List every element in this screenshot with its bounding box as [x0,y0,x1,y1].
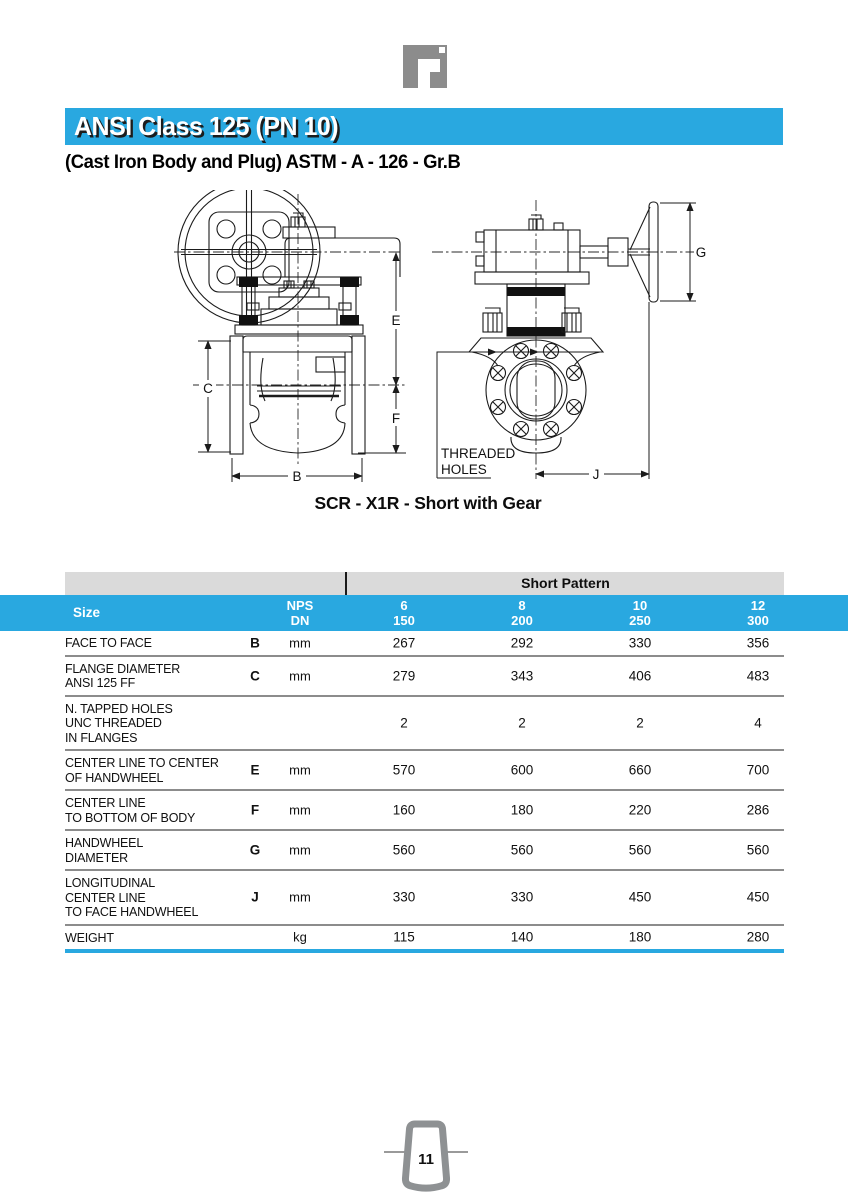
table-row [65,791,784,831]
table-row [65,926,784,954]
row-value: 560 [392,842,416,858]
row-label: HANDWHEEL DIAMETER [65,836,144,865]
row-unit: mm [289,668,311,683]
row-unit: mm [289,889,311,905]
row-value: 600 [510,762,534,778]
row-value: 4 [754,715,762,731]
row-value: 279 [392,668,416,683]
row-dim-letter: B [250,635,260,651]
row-unit: kg [293,929,307,945]
side-view-drawing [174,190,406,484]
page-subtitle: (Cast Iron Body and Plug) ASTM - A - 126 - Gr.B [65,152,461,173]
table-rows [65,631,784,953]
dim-label-j: J [592,467,600,482]
dim-label-e: E [391,313,401,328]
row-value: 220 [628,802,652,818]
row-value: 356 [746,635,770,651]
row-value: 560 [628,842,652,858]
row-label: LONGITUDINAL CENTER LINE TO FACE HANDWHEEL [65,876,199,919]
page-title: ANSI Class 125 (PN 10) [74,111,339,141]
row-value: 560 [746,842,770,858]
row-label: WEIGHT [65,930,114,945]
column-header: 8 200 [511,598,533,628]
dim-label-f: F [391,411,401,426]
gearbox-end [475,215,589,284]
row-value: 330 [392,889,416,905]
row-value: 450 [628,889,652,905]
row-value: 180 [628,929,652,945]
row-value: 343 [510,668,534,683]
table-row [65,631,784,657]
dim-label-b: B [292,469,302,484]
row-label: CENTER LINE TO BOTTOM OF BODY [65,796,196,825]
row-value: 330 [628,635,652,651]
table-row [65,751,784,791]
row-label: FLANGE DIAMETER ANSI 125 FF [65,661,181,690]
row-dim-letter: F [250,802,260,818]
row-value: 330 [510,889,534,905]
row-value: 560 [510,842,534,858]
valve-body-side [230,336,365,454]
size-header: Size [73,605,101,620]
row-value: 140 [510,929,534,945]
column-header: 12 300 [747,598,769,628]
row-value: 280 [746,929,770,945]
threaded-holes-label-2: HOLES [441,462,487,477]
row-label: N. TAPPED HOLES UNC THREADED IN FLANGES [65,701,173,745]
table-header-row [0,595,848,631]
row-value: 2 [518,715,526,731]
column-header: 10 250 [629,598,651,628]
table-row [65,831,784,871]
yoke-side [235,277,363,334]
group-header: Short Pattern [521,575,610,591]
row-value: 660 [628,762,652,778]
row-value: 450 [746,889,770,905]
row-value: 267 [392,635,416,651]
dimension-lines-right [536,203,710,482]
row-dim-letter: E [250,762,260,778]
row-unit: mm [289,762,311,778]
row-label: FACE TO FACE [65,636,152,650]
row-value: 292 [510,635,534,651]
row-value: 570 [392,762,416,778]
page-number-plug-icon [398,1119,454,1193]
end-view-drawing [432,200,710,482]
row-dim-letter: G [249,842,261,858]
row-value: 2 [636,715,644,731]
row-value: 483 [746,668,770,683]
table-row [65,871,784,926]
dim-label-g: G [695,245,707,260]
gear-housing-side [283,213,400,277]
title-bar [65,108,783,145]
nps-dn-header: NPS DN [286,598,314,628]
row-value: 700 [746,762,770,778]
row-value: 406 [628,668,652,683]
column-header: 6 150 [393,598,415,628]
row-unit: mm [289,842,311,858]
row-unit: mm [289,635,311,651]
row-value: 115 [393,929,415,945]
row-dim-letter: C [250,668,260,683]
row-value: 180 [510,802,534,818]
table-row [65,657,784,697]
table-row [65,697,784,752]
page-number: 11 [418,1151,434,1168]
row-dim-letter: J [251,889,259,905]
dim-label-c: C [203,381,213,396]
threaded-holes-label-1: THREADED [441,446,516,461]
row-unit: mm [289,802,311,818]
row-label: CENTER LINE TO CENTER OF HANDWHEEL [65,756,219,785]
brand-logo-icon [403,45,447,88]
drawing-caption: SCR - X1R - Short with Gear [314,493,542,513]
row-value: 160 [392,802,416,818]
table-group-band [65,572,784,595]
row-value: 286 [746,802,770,818]
row-value: 2 [400,715,408,731]
valve-technical-drawing [170,190,710,490]
